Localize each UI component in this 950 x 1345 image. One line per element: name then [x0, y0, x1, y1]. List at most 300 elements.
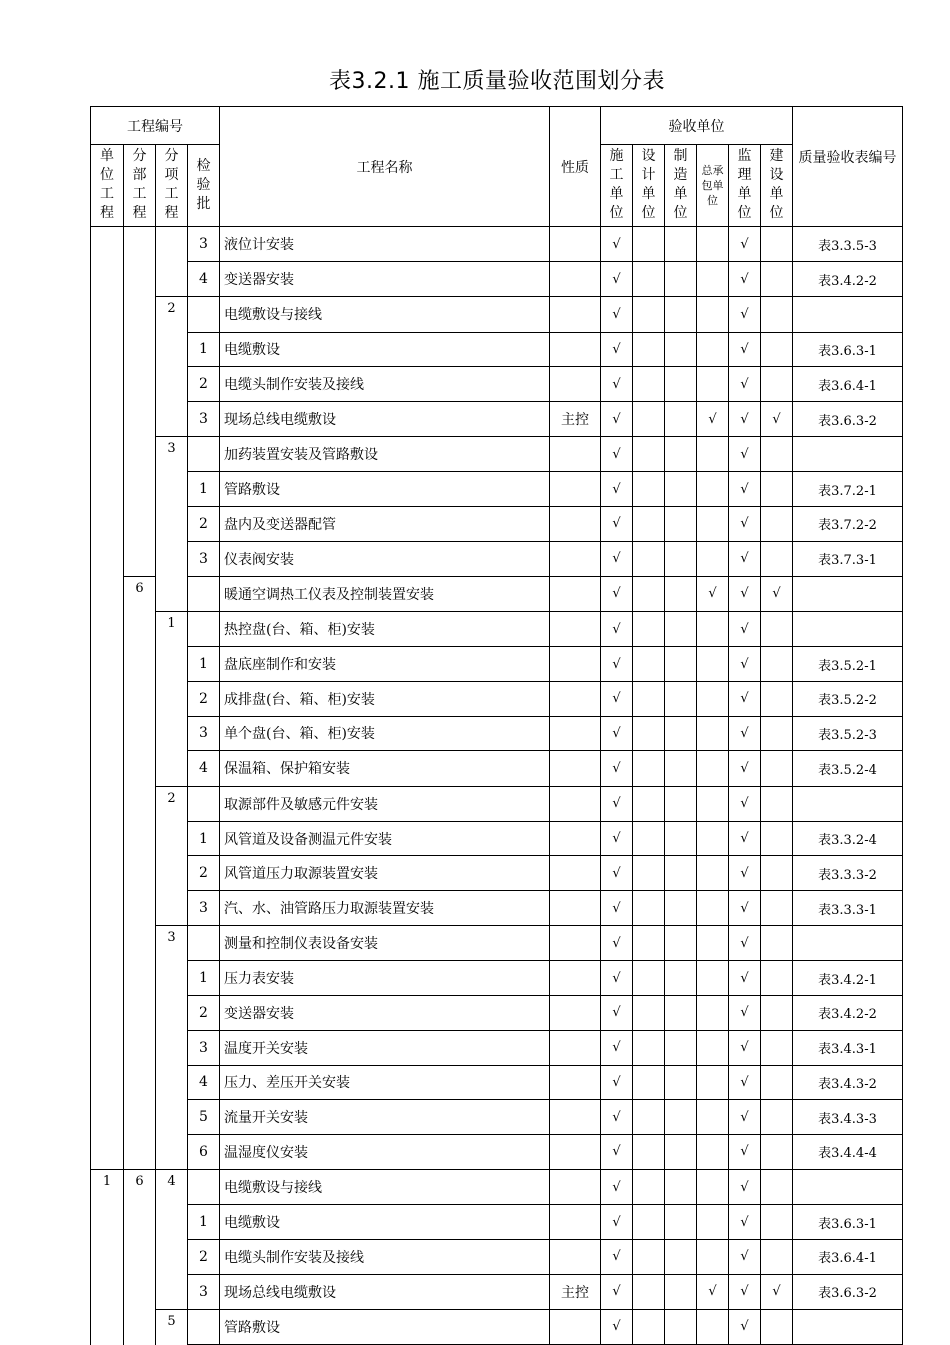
design-check-cell — [633, 262, 665, 297]
batch-number-cell — [188, 612, 220, 647]
table-row — [91, 1065, 903, 1100]
form-number-cell — [793, 576, 903, 611]
unit-number-cell — [91, 541, 124, 576]
nature-cell — [550, 1100, 601, 1135]
subitem-number-cell — [156, 332, 188, 367]
project-name-cell: 温湿度仪安装 — [220, 1134, 550, 1169]
general-contractor-check-cell — [697, 541, 729, 576]
manufacture-check-cell — [665, 961, 697, 996]
acceptance-scope-table — [90, 106, 903, 1345]
table-row — [91, 227, 903, 262]
manufacture-check-cell — [665, 227, 697, 262]
manufacture-check-cell — [665, 1309, 697, 1344]
batch-number-cell: 2 — [188, 681, 220, 716]
unit-number-cell — [91, 856, 124, 891]
unit-number-cell — [91, 1100, 124, 1135]
general-contractor-check-cell — [697, 367, 729, 402]
table-row — [91, 996, 903, 1031]
table-row — [91, 262, 903, 297]
division-number-cell — [124, 996, 156, 1031]
project-name-cell: 管路敷设 — [220, 472, 550, 507]
table-row — [91, 1205, 903, 1240]
nature-cell — [550, 1205, 601, 1240]
design-check-cell — [633, 1239, 665, 1274]
owner-check-cell: √ — [761, 1274, 793, 1309]
design-check-cell — [633, 1205, 665, 1240]
form-number-cell: 表3.7.2-2 — [793, 507, 903, 542]
division-number-cell — [124, 1030, 156, 1065]
division-number-cell — [124, 472, 156, 507]
manufacture-check-cell — [665, 786, 697, 821]
nature-cell — [550, 367, 601, 402]
project-name-cell: 单个盘(台、箱、柜)安装 — [220, 716, 550, 751]
nature-cell: 主控 — [550, 1274, 601, 1309]
table-row — [91, 891, 903, 926]
project-name-cell: 温度开关安装 — [220, 1030, 550, 1065]
general-contractor-check-cell: √ — [697, 1274, 729, 1309]
general-contractor-check-cell — [697, 891, 729, 926]
batch-number-cell — [188, 297, 220, 332]
supervision-check-cell: √ — [729, 961, 761, 996]
nature-cell — [550, 891, 601, 926]
table-row — [91, 1274, 903, 1309]
nature-cell: 主控 — [550, 401, 601, 436]
manufacture-check-cell — [665, 996, 697, 1031]
unit-number-cell — [91, 1309, 124, 1344]
table-row — [91, 926, 903, 961]
division-number-cell — [124, 507, 156, 542]
owner-check-cell — [761, 1065, 793, 1100]
owner-check-cell — [761, 647, 793, 682]
table-row — [91, 1309, 903, 1344]
unit-number-cell — [91, 507, 124, 542]
subitem-number-cell — [156, 996, 188, 1031]
batch-number-cell: 2 — [188, 856, 220, 891]
general-contractor-check-cell — [697, 472, 729, 507]
subitem-number-cell — [156, 507, 188, 542]
table-row — [91, 821, 903, 856]
manufacture-check-cell — [665, 681, 697, 716]
general-contractor-check-cell — [697, 1309, 729, 1344]
subitem-number-cell — [156, 367, 188, 402]
unit-number-cell — [91, 262, 124, 297]
supervision-check-cell: √ — [729, 996, 761, 1031]
supervision-check-cell: √ — [729, 1205, 761, 1240]
construction-check-cell: √ — [601, 716, 633, 751]
division-number-cell — [124, 961, 156, 996]
supervision-check-cell: √ — [729, 891, 761, 926]
manufacture-check-cell — [665, 1065, 697, 1100]
subitem-number-cell — [156, 1239, 188, 1274]
unit-number-cell — [91, 926, 124, 961]
owner-check-cell — [761, 1100, 793, 1135]
unit-number-cell: 1 — [91, 1170, 124, 1205]
batch-number-cell: 1 — [188, 1205, 220, 1240]
unit-number-cell — [91, 472, 124, 507]
nature-cell — [550, 961, 601, 996]
batch-number-cell — [188, 926, 220, 961]
owner-check-cell — [761, 716, 793, 751]
subitem-number-cell — [156, 1030, 188, 1065]
nature-cell — [550, 541, 601, 576]
form-number-cell: 表3.6.3-1 — [793, 1205, 903, 1240]
construction-check-cell: √ — [601, 332, 633, 367]
nature-cell — [550, 332, 601, 367]
header-general-contractor: 总承 包单 位 — [697, 145, 729, 227]
project-name-cell: 盘内及变送器配管 — [220, 507, 550, 542]
supervision-check-cell: √ — [729, 1065, 761, 1100]
division-number-cell — [124, 401, 156, 436]
construction-check-cell: √ — [601, 1134, 633, 1169]
table-row — [91, 401, 903, 436]
header-design-unit: 设 计 单 位 — [633, 145, 665, 227]
project-name-cell: 电缆敷设 — [220, 1205, 550, 1240]
design-check-cell — [633, 751, 665, 786]
design-check-cell — [633, 1030, 665, 1065]
general-contractor-check-cell — [697, 1239, 729, 1274]
form-number-cell: 表3.7.3-1 — [793, 541, 903, 576]
form-number-cell: 表3.4.2-2 — [793, 262, 903, 297]
supervision-check-cell: √ — [729, 1309, 761, 1344]
construction-check-cell: √ — [601, 681, 633, 716]
acceptance-table-container — [90, 106, 903, 1345]
nature-cell — [550, 612, 601, 647]
owner-check-cell — [761, 367, 793, 402]
general-contractor-check-cell — [697, 262, 729, 297]
supervision-check-cell: √ — [729, 716, 761, 751]
table-row — [91, 437, 903, 472]
batch-number-cell — [188, 437, 220, 472]
table-body — [91, 227, 903, 1345]
supervision-check-cell: √ — [729, 227, 761, 262]
form-number-cell: 表3.6.4-1 — [793, 367, 903, 402]
table-row — [91, 472, 903, 507]
manufacture-check-cell — [665, 576, 697, 611]
construction-check-cell: √ — [601, 262, 633, 297]
batch-number-cell: 2 — [188, 507, 220, 542]
supervision-check-cell: √ — [729, 821, 761, 856]
division-number-cell — [124, 1205, 156, 1240]
owner-check-cell — [761, 1030, 793, 1065]
design-check-cell — [633, 507, 665, 542]
division-number-cell — [124, 1134, 156, 1169]
manufacture-check-cell — [665, 612, 697, 647]
table-row — [91, 297, 903, 332]
subitem-number-cell — [156, 1100, 188, 1135]
form-number-cell: 表3.3.2-4 — [793, 821, 903, 856]
subitem-number-cell: 5 — [156, 1309, 188, 1344]
supervision-check-cell: √ — [729, 1030, 761, 1065]
division-number-cell — [124, 262, 156, 297]
project-name-cell: 变送器安装 — [220, 996, 550, 1031]
construction-check-cell: √ — [601, 227, 633, 262]
header-acceptance-units: 验收单位 — [601, 107, 793, 145]
manufacture-check-cell — [665, 367, 697, 402]
supervision-check-cell: √ — [729, 856, 761, 891]
owner-check-cell — [761, 1170, 793, 1205]
design-check-cell — [633, 367, 665, 402]
division-number-cell — [124, 647, 156, 682]
unit-number-cell — [91, 891, 124, 926]
batch-number-cell: 3 — [188, 891, 220, 926]
design-check-cell — [633, 401, 665, 436]
division-number-cell — [124, 367, 156, 402]
owner-check-cell — [761, 227, 793, 262]
manufacture-check-cell — [665, 1205, 697, 1240]
header-inspection-batch: 检 验 批 — [188, 145, 220, 227]
construction-check-cell: √ — [601, 786, 633, 821]
form-number-cell: 表3.5.2-4 — [793, 751, 903, 786]
subitem-number-cell — [156, 891, 188, 926]
general-contractor-check-cell — [697, 1170, 729, 1205]
subitem-number-cell: 4 — [156, 1170, 188, 1205]
project-name-cell: 流量开关安装 — [220, 1100, 550, 1135]
page-title: 表3.2.1 施工质量验收范围划分表 — [329, 69, 665, 94]
batch-number-cell: 1 — [188, 647, 220, 682]
division-number-cell — [124, 612, 156, 647]
form-number-cell — [793, 1170, 903, 1205]
design-check-cell — [633, 332, 665, 367]
subitem-number-cell — [156, 227, 188, 262]
division-number-cell — [124, 926, 156, 961]
subitem-number-cell — [156, 647, 188, 682]
division-number-cell: 6 — [124, 576, 156, 611]
nature-cell — [550, 751, 601, 786]
unit-number-cell — [91, 1030, 124, 1065]
subitem-number-cell — [156, 716, 188, 751]
project-name-cell: 压力表安装 — [220, 961, 550, 996]
project-name-cell: 管路敷设 — [220, 1309, 550, 1344]
project-name-cell: 取源部件及敏感元件安装 — [220, 786, 550, 821]
supervision-check-cell: √ — [729, 507, 761, 542]
subitem-number-cell — [156, 856, 188, 891]
table-row — [91, 1100, 903, 1135]
construction-check-cell: √ — [601, 401, 633, 436]
batch-number-cell: 3 — [188, 716, 220, 751]
general-contractor-check-cell: √ — [697, 576, 729, 611]
header-unit-project: 单 位 工 程 — [91, 145, 124, 227]
construction-check-cell: √ — [601, 856, 633, 891]
division-number-cell — [124, 786, 156, 821]
form-number-cell: 表3.4.3-1 — [793, 1030, 903, 1065]
supervision-check-cell: √ — [729, 926, 761, 961]
general-contractor-check-cell — [697, 507, 729, 542]
table-row — [91, 541, 903, 576]
unit-number-cell — [91, 1205, 124, 1240]
unit-number-cell — [91, 1239, 124, 1274]
design-check-cell — [633, 961, 665, 996]
manufacture-check-cell — [665, 507, 697, 542]
batch-number-cell — [188, 786, 220, 821]
general-contractor-check-cell — [697, 996, 729, 1031]
supervision-check-cell: √ — [729, 401, 761, 436]
owner-check-cell — [761, 786, 793, 821]
nature-cell — [550, 472, 601, 507]
form-number-cell: 表3.4.2-2 — [793, 996, 903, 1031]
project-name-cell: 现场总线电缆敷设 — [220, 1274, 550, 1309]
unit-number-cell — [91, 786, 124, 821]
division-number-cell — [124, 332, 156, 367]
division-number-cell: 6 — [124, 1170, 156, 1205]
project-name-cell: 成排盘(台、箱、柜)安装 — [220, 681, 550, 716]
nature-cell — [550, 227, 601, 262]
header-construction-unit: 施 工 单 位 — [601, 145, 633, 227]
design-check-cell — [633, 716, 665, 751]
construction-check-cell: √ — [601, 437, 633, 472]
nature-cell — [550, 507, 601, 542]
owner-check-cell — [761, 961, 793, 996]
subitem-number-cell: 2 — [156, 297, 188, 332]
nature-cell — [550, 262, 601, 297]
division-number-cell — [124, 1274, 156, 1309]
nature-cell — [550, 1065, 601, 1100]
form-number-cell: 表3.6.3-2 — [793, 401, 903, 436]
unit-number-cell — [91, 227, 124, 262]
form-number-cell: 表3.4.2-1 — [793, 961, 903, 996]
unit-number-cell — [91, 297, 124, 332]
form-number-cell: 表3.6.4-1 — [793, 1239, 903, 1274]
manufacture-check-cell — [665, 472, 697, 507]
header-project-name: 工程名称 — [220, 107, 550, 227]
nature-cell — [550, 821, 601, 856]
design-check-cell — [633, 1274, 665, 1309]
design-check-cell — [633, 891, 665, 926]
owner-check-cell — [761, 1205, 793, 1240]
manufacture-check-cell — [665, 891, 697, 926]
manufacture-check-cell — [665, 821, 697, 856]
design-check-cell — [633, 541, 665, 576]
design-check-cell — [633, 1309, 665, 1344]
unit-number-cell — [91, 401, 124, 436]
general-contractor-check-cell — [697, 297, 729, 332]
owner-check-cell — [761, 1134, 793, 1169]
nature-cell — [550, 1309, 601, 1344]
project-name-cell: 仪表阀安装 — [220, 541, 550, 576]
header-project-code: 工程编号 — [91, 107, 220, 145]
form-number-cell: 表3.4.3-2 — [793, 1065, 903, 1100]
construction-check-cell: √ — [601, 996, 633, 1031]
batch-number-cell: 3 — [188, 227, 220, 262]
design-check-cell — [633, 612, 665, 647]
project-name-cell: 盘底座制作和安装 — [220, 647, 550, 682]
nature-cell — [550, 437, 601, 472]
form-number-cell: 表3.3.3-1 — [793, 891, 903, 926]
table-row — [91, 612, 903, 647]
owner-check-cell — [761, 1239, 793, 1274]
division-number-cell — [124, 681, 156, 716]
nature-cell — [550, 1134, 601, 1169]
manufacture-check-cell — [665, 926, 697, 961]
general-contractor-check-cell — [697, 961, 729, 996]
design-check-cell — [633, 1065, 665, 1100]
construction-check-cell: √ — [601, 1100, 633, 1135]
construction-check-cell: √ — [601, 612, 633, 647]
supervision-check-cell: √ — [729, 437, 761, 472]
design-check-cell — [633, 681, 665, 716]
batch-number-cell — [188, 1170, 220, 1205]
design-check-cell — [633, 821, 665, 856]
project-name-cell: 热控盘(台、箱、柜)安装 — [220, 612, 550, 647]
unit-number-cell — [91, 647, 124, 682]
manufacture-check-cell — [665, 401, 697, 436]
subitem-number-cell — [156, 1274, 188, 1309]
form-number-cell: 表3.5.2-1 — [793, 647, 903, 682]
unit-number-cell — [91, 1134, 124, 1169]
project-name-cell: 电缆头制作安装及接线 — [220, 1239, 550, 1274]
manufacture-check-cell — [665, 1239, 697, 1274]
unit-number-cell — [91, 367, 124, 402]
form-number-cell: 表3.4.3-3 — [793, 1100, 903, 1135]
nature-cell — [550, 856, 601, 891]
owner-check-cell — [761, 681, 793, 716]
design-check-cell — [633, 996, 665, 1031]
project-name-cell: 变送器安装 — [220, 262, 550, 297]
supervision-check-cell: √ — [729, 1274, 761, 1309]
unit-number-cell — [91, 332, 124, 367]
subitem-number-cell — [156, 1205, 188, 1240]
project-name-cell: 电缆头制作安装及接线 — [220, 367, 550, 402]
table-row — [91, 1170, 903, 1205]
table-row — [91, 856, 903, 891]
nature-cell — [550, 1239, 601, 1274]
table-row — [91, 961, 903, 996]
division-number-cell — [124, 821, 156, 856]
project-name-cell: 测量和控制仪表设备安装 — [220, 926, 550, 961]
general-contractor-check-cell — [697, 926, 729, 961]
manufacture-check-cell — [665, 297, 697, 332]
division-number-cell — [124, 541, 156, 576]
general-contractor-check-cell — [697, 647, 729, 682]
owner-check-cell: √ — [761, 576, 793, 611]
construction-check-cell: √ — [601, 1274, 633, 1309]
division-number-cell — [124, 1239, 156, 1274]
form-number-cell — [793, 437, 903, 472]
design-check-cell — [633, 297, 665, 332]
project-name-cell: 汽、水、油管路压力取源装置安装 — [220, 891, 550, 926]
batch-number-cell: 4 — [188, 1065, 220, 1100]
header-manufacture-unit: 制 造 单 位 — [665, 145, 697, 227]
supervision-check-cell: √ — [729, 612, 761, 647]
design-check-cell — [633, 1100, 665, 1135]
general-contractor-check-cell — [697, 1100, 729, 1135]
general-contractor-check-cell — [697, 681, 729, 716]
manufacture-check-cell — [665, 1100, 697, 1135]
form-number-cell — [793, 297, 903, 332]
supervision-check-cell: √ — [729, 541, 761, 576]
subitem-number-cell — [156, 262, 188, 297]
construction-check-cell: √ — [601, 1309, 633, 1344]
batch-number-cell: 1 — [188, 332, 220, 367]
form-number-cell: 表3.6.3-2 — [793, 1274, 903, 1309]
owner-check-cell — [761, 996, 793, 1031]
supervision-check-cell: √ — [729, 297, 761, 332]
manufacture-check-cell — [665, 716, 697, 751]
subitem-number-cell — [156, 961, 188, 996]
division-number-cell — [124, 856, 156, 891]
general-contractor-check-cell — [697, 821, 729, 856]
table-row — [91, 716, 903, 751]
subitem-number-cell — [156, 472, 188, 507]
nature-cell — [550, 716, 601, 751]
owner-check-cell — [761, 472, 793, 507]
construction-check-cell: √ — [601, 926, 633, 961]
owner-check-cell — [761, 297, 793, 332]
construction-check-cell: √ — [601, 1065, 633, 1100]
subitem-number-cell: 1 — [156, 612, 188, 647]
nature-cell — [550, 647, 601, 682]
form-number-cell: 表3.6.3-1 — [793, 332, 903, 367]
division-number-cell — [124, 1065, 156, 1100]
